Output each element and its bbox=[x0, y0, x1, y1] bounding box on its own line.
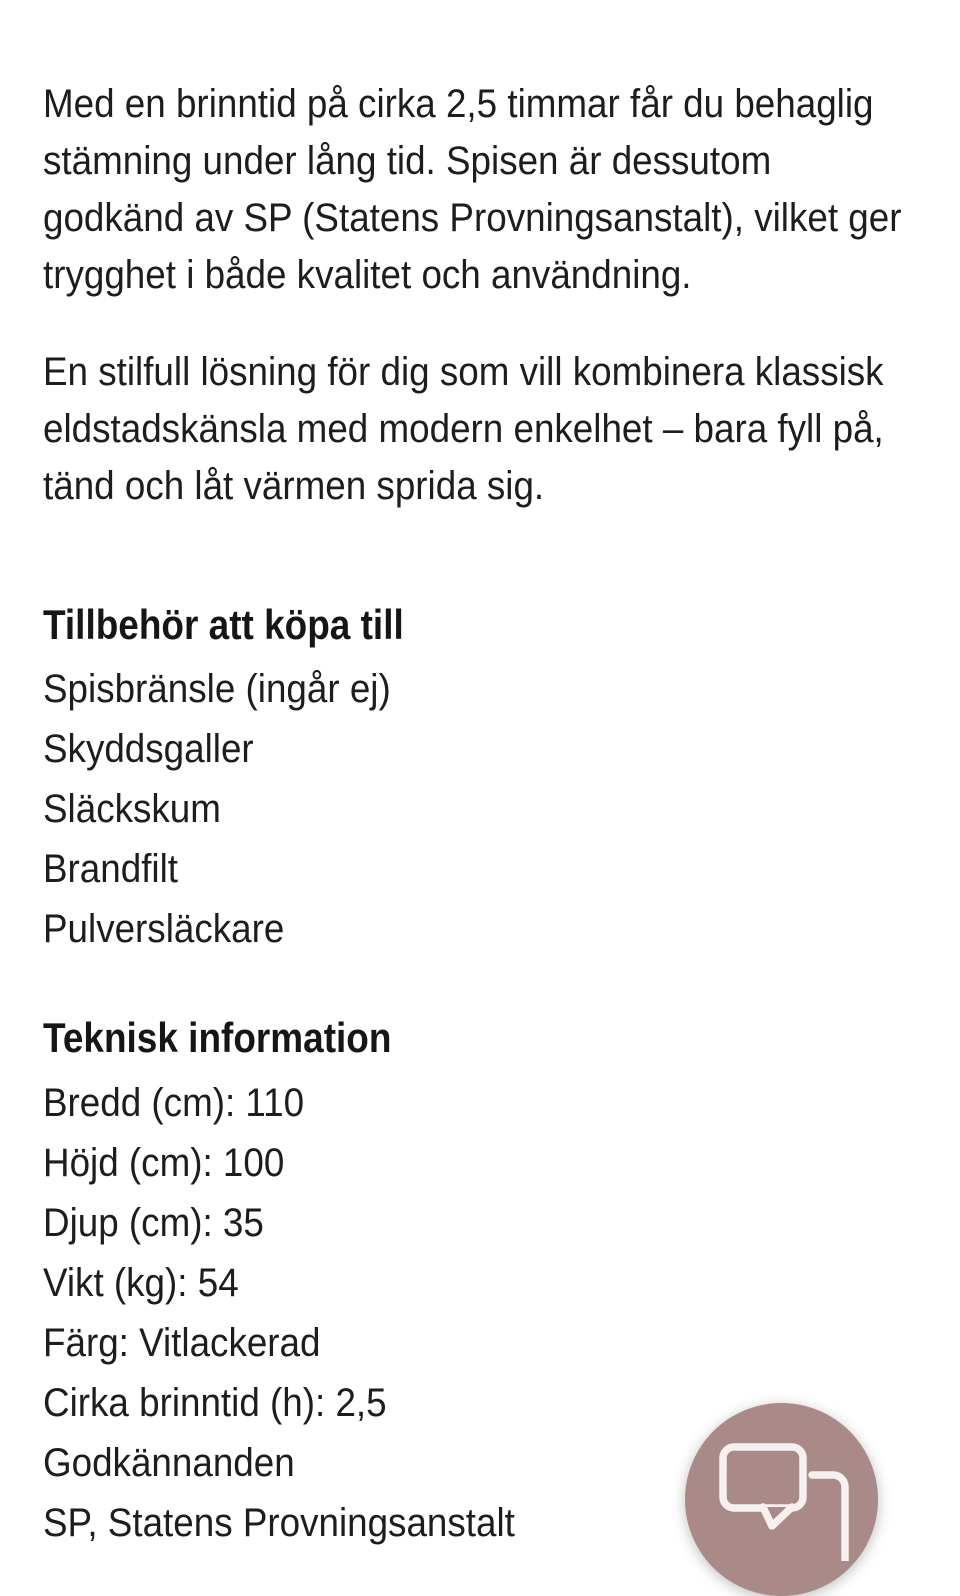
text-line: trygghet i både kvalitet och användning. bbox=[43, 253, 692, 297]
text-line: tänd och låt värmen sprida sig. bbox=[43, 464, 545, 508]
spec-row-burn-time: Cirka brinntid (h): 2,5 bbox=[43, 1381, 387, 1425]
spec-row-approvals-label: Godkännanden bbox=[43, 1441, 295, 1485]
spec-row-approvals-value: SP, Statens Provningsanstalt bbox=[43, 1501, 515, 1545]
accessory-item: Skyddsgaller bbox=[43, 727, 254, 771]
spec-row-depth: Djup (cm): 35 bbox=[43, 1201, 264, 1245]
text-line: En stilfull lösning för dig som vill kombinera klassisk bbox=[43, 350, 884, 394]
spec-row-width: Bredd (cm): 110 bbox=[43, 1081, 305, 1125]
description-paragraph-2 bbox=[43, 344, 960, 515]
spec-row-color: Färg: Vitlackerad bbox=[43, 1321, 321, 1365]
technical-info-heading: Teknisk information bbox=[43, 1014, 392, 1061]
accessories-section bbox=[43, 596, 960, 959]
accessories-heading: Tillbehör att köpa till bbox=[43, 601, 404, 648]
accessory-item: Spisbränsle (ingår ej) bbox=[43, 667, 391, 711]
accessories-list bbox=[43, 659, 960, 959]
text-line: godkänd av SP (Statens Provningsanstalt), vilket ger bbox=[43, 196, 902, 240]
spec-row-height: Höjd (cm): 100 bbox=[43, 1141, 285, 1185]
text-line: eldstadskänsla med modern enkelhet – bara fyll på, bbox=[43, 407, 884, 451]
spec-row-weight: Vikt (kg): 54 bbox=[43, 1261, 239, 1305]
chat-button[interactable] bbox=[685, 1403, 878, 1596]
chat-bubbles-icon bbox=[717, 1443, 857, 1561]
text-line: stämning under lång tid. Spisen är dessutom bbox=[43, 139, 772, 183]
accessory-item: Släckskum bbox=[43, 787, 221, 831]
accessory-item: Brandfilt bbox=[43, 847, 179, 891]
description-paragraph-1 bbox=[43, 76, 960, 304]
accessory-item: Pulversläckare bbox=[43, 907, 285, 951]
text-line: Med en brinntid på cirka 2,5 timmar får du behaglig bbox=[43, 82, 874, 126]
